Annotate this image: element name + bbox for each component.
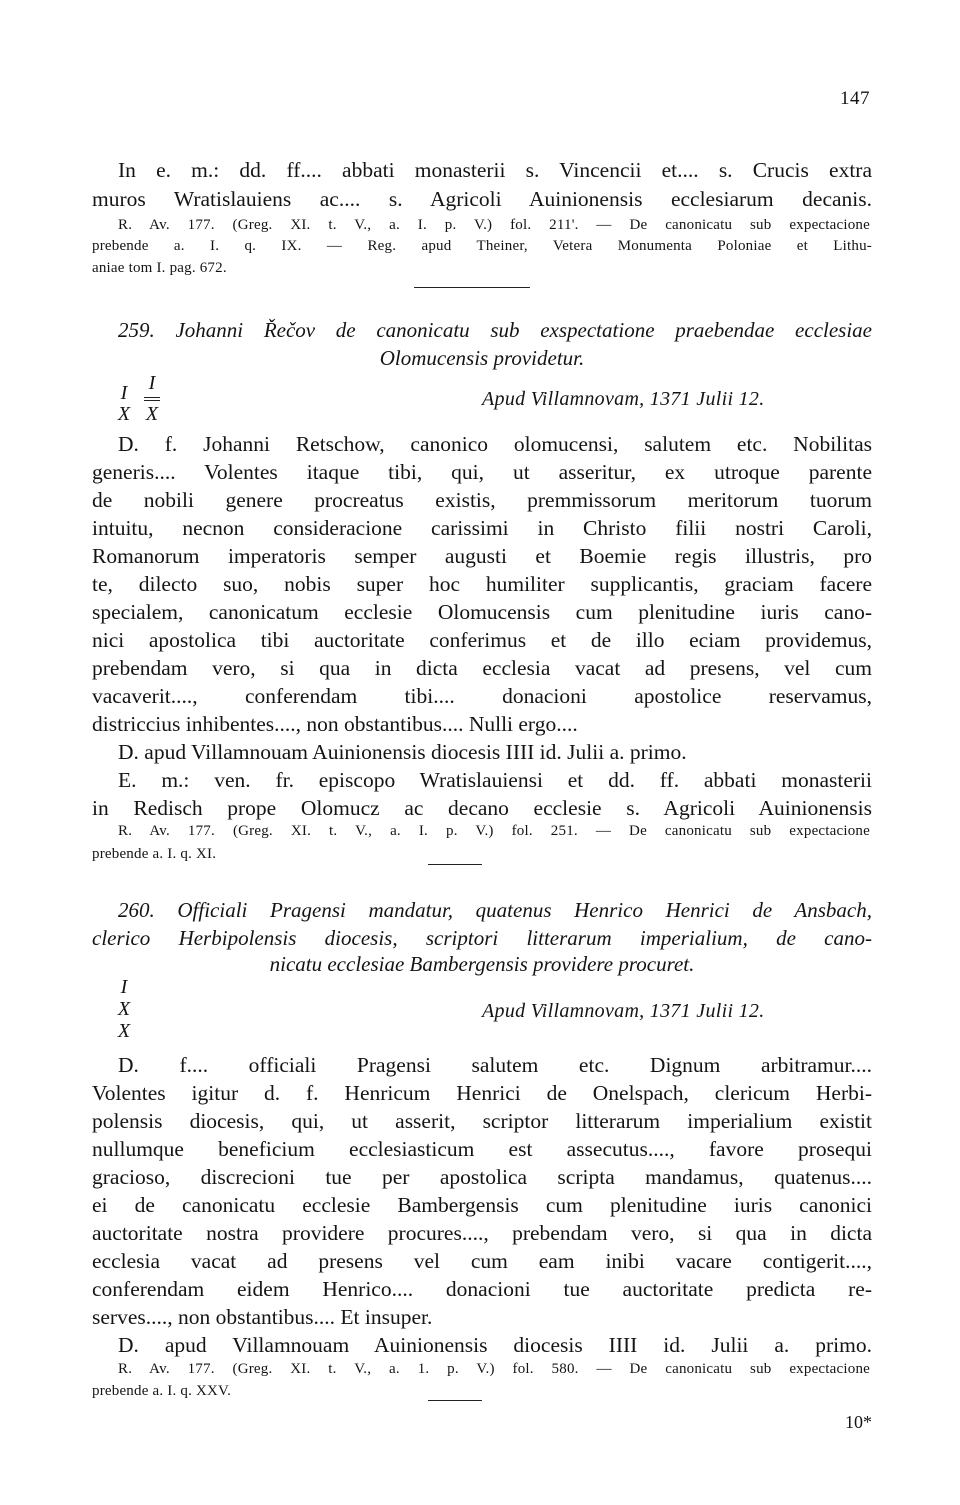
doc260-register-mark: I [120,976,128,998]
intro-note-line: R. Av. 177. (Greg. XI. t. V., a. I. p. V.) fol. 211'. — De canonicatu sub expectacione [118,217,870,233]
intro-note-line: aniae tom I. pag. 672. [92,260,227,276]
doc260-body-line: conferendam eidem Henrico.... donacioni tue auctoritate predicta re- [92,1277,872,1301]
doc259-body-line: Romanorum imperatoris semper augusti et Boemie regis illustris, pro [92,544,872,568]
section-divider [428,1400,482,1401]
doc259-fraction-bar [144,397,160,398]
doc260-body-line: D. f.... officiali Pragensi salutem etc. Dignum arbitramur.... [118,1053,872,1077]
doc260-body-line: polensis diocesis, qui, ut asserit, scriptor litterarum imperialium existit [92,1109,872,1133]
doc260-dating-line: D. apud Villamnouam Auinionensis diocesis IIII id. Julii a. primo. [118,1333,872,1357]
doc259-body-line: intuitu, necnon consideracione carissimi in Christo filii nostri Caroli, [92,516,872,540]
doc259-register-mark: I [120,382,128,404]
doc260-body-line: ecclesia vacat ad presens vel cum eam inibi vacare contigerit...., [92,1249,872,1273]
section-divider [428,864,482,865]
doc260-body-line: Volentes igitur d. f. Henricum Henrici de Onelspach, clericum Herbi- [92,1081,872,1105]
doc259-body-line: prebendam vero, si qua in dicta ecclesia vacat ad presens, vel cum [92,656,872,680]
intro-note-line: prebende a. I. q. IX. — Reg. apud Theiner, Vetera Monumenta Poloniae et Lithu- [92,238,872,254]
doc259-body-line: de nobili genere procreatus existis, premmissorum meritorum tuorum [92,488,872,512]
doc260-title-line: 260. Officiali Pragensi mandatur, quatenus Henrico Henrici de Ansbach, [118,898,872,922]
doc259-body-line: specialem, canonicatum ecclesie Olomucensis cum plenitudine iuris cano- [92,600,872,624]
doc259-dating-line: D. apud Villamnouam Auinionensis diocesis IIII id. Julii a. primo. [118,740,687,764]
doc260-register-mark: X [117,1020,131,1042]
doc259-body-line: vacaverit...., conferendam tibi.... donacioni apostolice reservamus, [92,684,872,708]
doc259-body-line: te, dilecto suo, nobis super hoc humiliter supplicantis, graciam facere [92,572,872,596]
page-number: 147 [840,88,870,109]
signature-mark: 10* [845,1412,872,1432]
doc259-note-line: prebende a. I. q. XI. [92,846,217,862]
doc259-body-line: nici apostolica tibi auctoritate conferimus et de illo eciam providemus, [92,628,872,652]
doc259-body-line: districcius inhibentes...., non obstantibus.... Nulli ergo.... [92,712,578,736]
intro-line: In e. m.: dd. ff.... abbati monasterii s. Vincencii et.... s. Crucis extra [118,158,872,182]
doc259-register-mark: X [145,403,159,425]
doc259-register-mark: I [148,372,156,394]
doc260-body-line: serves...., non obstantibus.... Et insuper. [92,1305,433,1329]
doc260-body-line: gracioso, discrecioni tue per apostolica scripta mandamus, quatenus.... [92,1165,872,1189]
doc259-note-line: R. Av. 177. (Greg. XI. t. V., a. I. p. V.) fol. 251. — De canonicatu sub expectacione [118,823,870,839]
doc260-body-line: nullumque beneficium ecclesiasticum est assecutus...., favore prosequi [92,1137,872,1161]
doc259-body-line: generis.... Volentes itaque tibi, qui, ut asseritur, ex utroque parente [92,460,872,484]
doc260-note-line: R. Av. 177. (Greg. XI. t. V., a. 1. p. V.) fol. 580. — De canonicatu sub expectacione [118,1361,870,1377]
doc260-note-line: prebende a. I. q. XXV. [92,1383,232,1399]
doc260-body-line: auctoritate nostra providere procures...., prebendam vero, si qua in dicta [92,1221,872,1245]
doc260-title-line: nicatu ecclesiae Bambergensis providere procuret. [269,952,695,976]
doc259-date: Apud Villamnovam, 1371 Julii 12. [482,388,765,410]
section-divider [414,287,530,288]
doc259-register-mark: X [117,403,131,425]
doc259-title-line: 259. Johanni Řečov de canonicatu sub exspectatione praebendae ecclesiae [118,318,872,342]
doc260-date: Apud Villamnovam, 1371 Julii 12. [482,1000,765,1022]
intro-line: muros Wratislauiens ac.... s. Agricoli Auinionensis ecclesiarum decanis. [92,187,872,211]
doc259-em-line: in Redisch prope Olomucz ac decano ecclesie s. Agricoli Auinionensis [92,796,872,820]
doc259-fraction-bar [144,400,160,401]
doc259-title-line: Olomucensis providetur. [379,346,585,370]
doc260-title-line: clerico Herbipolensis diocesis, scriptori litterarum imperialium, de cano- [92,926,872,950]
doc259-em-line: E. m.: ven. fr. episcopo Wratislauiensi et dd. ff. abbati monasterii [118,768,872,792]
doc260-register-mark: X [117,998,131,1020]
doc259-body-line: D. f. Johanni Retschow, canonico olomucensi, salutem etc. Nobilitas [118,432,872,456]
doc260-body-line: ei de canonicatu ecclesie Bambergensis cum plenitudine iuris canonici [92,1193,872,1217]
